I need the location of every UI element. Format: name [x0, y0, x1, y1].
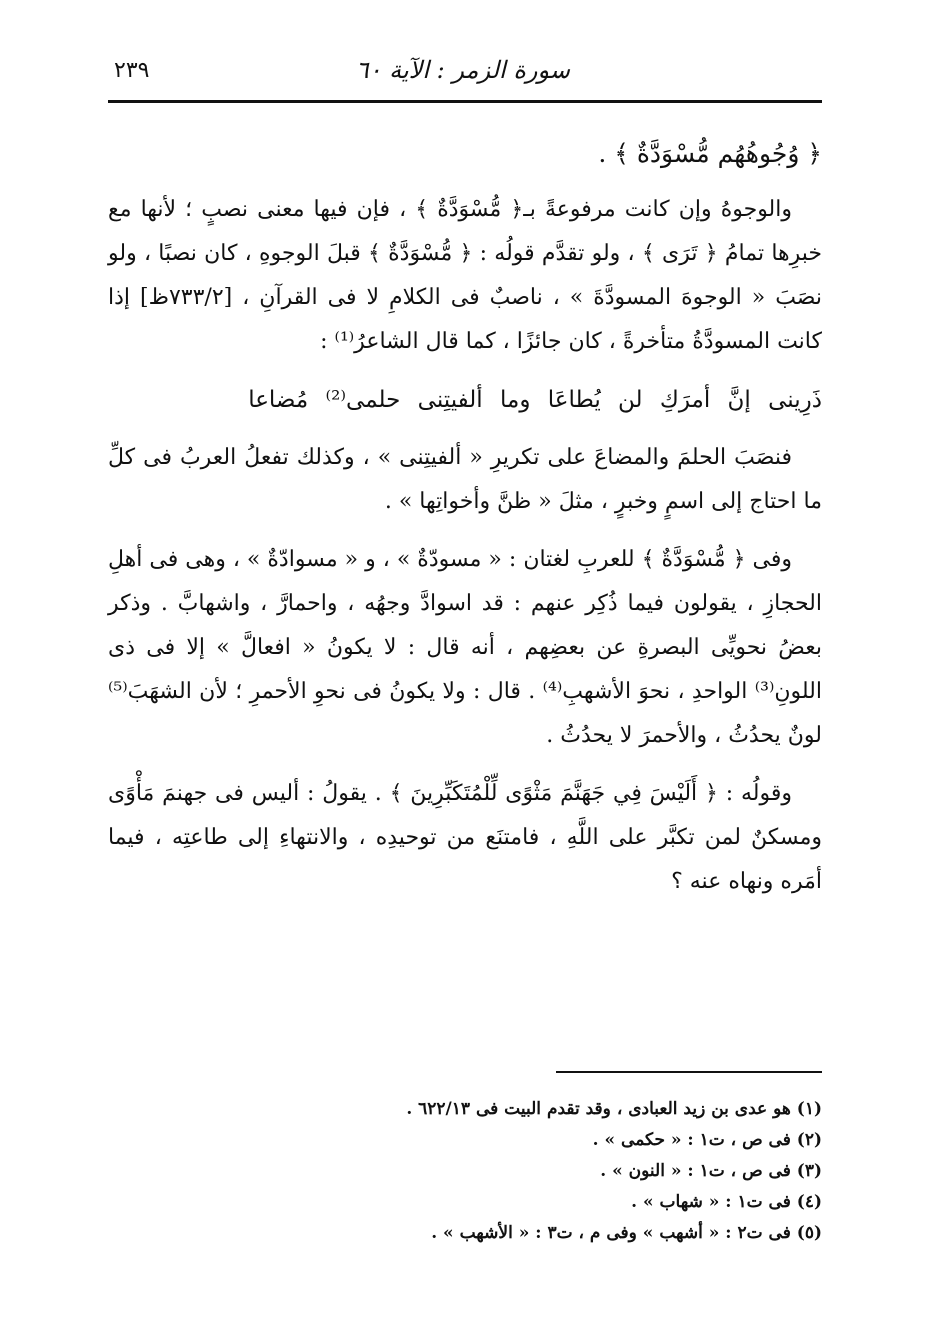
footnote-1: (١) هو عدى بن زيد العبادى ، وقد تقدم البيت فى ٦٢٢/١٣ . [406, 1099, 822, 1119]
paragraph-3: وفى ﴿ مُّسْوَدَّةٌ ﴾ للعربِ لغتان : « مسودّةٌ » ، و « مسوادّةٌ » ، وهى فى أهلِ الحجازِ ، يقولون فيما ذُكِر عنهم : قد اسوادَّ وجهُه ، واحمارَّ ، واشهابَّ . وذكر بعضُ نحويِّى البصرةِ عن بعضِهم ، أنه قال : لا يكونُ « افعالَّ » إلا فى ذى اللونِ⁽³⁾ الواحدِ ، نحوَ الأشهبِ⁽⁴⁾ . قال : ولا يكونُ فى نحوِ الأحمرِ ؛ لأن الشهَبَ⁽⁵⁾ لونٌ يحدُثُ ، والأحمرَ لا يحدُثُ . [108, 547, 822, 748]
paragraph-2: فنصَبَ الحلمَ والمضاعَ على تكريرِ « ألفيتِنى » ، وكذلك تفعلُ العربُ فى كلِّ ما احتاج إلى اسمٍ وخبرٍ ، مثلَ « ظنَّ وأخواتِها » . [108, 445, 822, 514]
footnote-3: (٣) فى ص ، ت١ : « النون » . [600, 1161, 822, 1181]
footnote-5: (٥) فى ت٢ : « أشهب » وفى م ، ت٣ : « الأشهب » . [431, 1223, 822, 1243]
page-number: ٢٣٩ [114, 58, 150, 83]
footnote-rule [556, 1071, 822, 1073]
footnotes [108, 1094, 822, 1249]
paragraph-4: وقولُه : ﴿ أَلَيْسَ فِي جَهَنَّمَ مَثْوًى لِّلْمُتَكَبِّرِينَ ﴾ . يقولُ : أليس فى جهنمَ مَأْوًى ومسكنٌ لمن تكبَّر على اللَّهِ ، فامتنَع من توحيدِه ، والانتهاءِ إلى طاعتِه ، فيما أمَره ونهاه عنه ؟ [108, 781, 822, 894]
verse-heading: ﴿ وُجُوهُهُم مُّسْوَدَّةٌ ﴾ . [598, 139, 822, 168]
header-rule [108, 100, 822, 103]
footnote-2: (٢) فى ص ، ت١ : « حكمى » . [592, 1130, 822, 1150]
main-text [108, 132, 822, 918]
page-header [108, 52, 822, 92]
footnote-4: (٤) فى ت١ : « شهاب » . [631, 1192, 822, 1212]
paragraph-1: والوجوهُ وإن كانت مرفوعةً بـ﴿ مُّسْوَدَّةٌ ﴾ ، فإن فيها معنى نصبٍ ؛ لأنها مع خبرِها تمامُ ﴿ تَرَى ﴾ ، ولو تقدَّم قولُه : ﴿ مُّسْوَدَّةٌ ﴾ قبلَ الوجوهِ ، كان نصبًا ، ولو نصَبَ « الوجوهَ المسودَّةَ » ، ناصبٌ فى الكلامِ لا فى القرآنِ ، [٧٣٣/٢ظ] إذا كانت المسودَّةُ متأخرةً ، كان جائزًا ، كما قال الشاعرُ⁽¹⁾ : [108, 197, 822, 354]
poem-line: ذَرِينى إنَّ أمرَكِ لن يُطاعَا وما ألفيتِنى حلمى⁽²⁾ مُضاعا [248, 387, 822, 413]
running-title: سورة الزمر : الآية ٦٠ [355, 56, 570, 84]
